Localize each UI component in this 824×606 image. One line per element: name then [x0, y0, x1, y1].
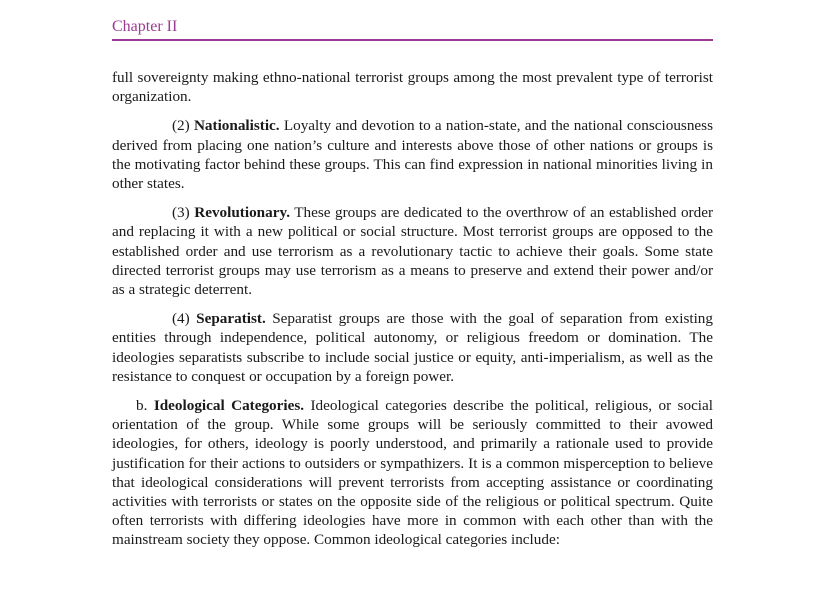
paragraph-revolutionary — [112, 203, 713, 299]
paragraph-term: Ideological Categories. — [153, 397, 305, 415]
paragraph-term: Separatist. — [196, 310, 266, 328]
header-rule — [112, 39, 713, 41]
paragraph-nationalistic — [112, 116, 713, 193]
paragraph-number: (3) — [172, 204, 195, 222]
paragraph-ideological-categories — [112, 396, 713, 550]
paragraph-text: full sovereignty making ethno-national terrorist groups among the most prevalent type of terrorist organization. — [112, 69, 713, 106]
paragraph-text: Ideological categories describe the political, religious, or social orientation of the group. While some groups will be seriously committed to their avowed ideologies, for others, ideology is poorly understood, and primarily a rationale used to provide justification for their actions to outsiders or sympathizers. It is a common misperception to believe that ideological considerations will prevent terrorists from accepting assistance or coordinating activities with terrorists or states on the opposite side of the religious or political spectrum. Quite often terrorists with differing ideologies have more in common with each other than with the mainstream society they oppose. Common ideological categories include: — [112, 397, 713, 549]
paragraph-term: Nationalistic. — [193, 117, 280, 135]
paragraph-term: Revolutionary. — [194, 204, 291, 222]
paragraph-text: Separatist groups are those with the goal of separation from existing entities through independence, political autonomy, or religious freedom or domination. The ideologies separatists subscribe to include social justice or equity, anti-imperialism, as well as the resistance to conquest or occupation by a foreign power. — [112, 310, 713, 385]
paragraph-text: Loyalty and devotion to a nation-state, and the national consciousness derived from placing one nation’s culture and interests above those of other nations or groups is the motivating factor behind these groups. This can find expression in national minorities living in other states. — [112, 117, 713, 193]
body-text — [112, 68, 713, 560]
paragraph-continuation — [112, 68, 713, 106]
paragraph-separatist — [112, 309, 713, 386]
chapter-header: Chapter II — [112, 18, 178, 35]
paragraph-number: (2) — [172, 117, 194, 135]
paragraph-text: These groups are dedicated to the overthrow of an established order and replacing it with a new political or social structure. Most terrorist groups are opposed to the established order and use terrorism as a revolutionary tactic to achieve their goals. Some state directed terrorist groups may use terrorism as a means to preserve and extend their power and/or as a strategic deterrent. — [112, 204, 713, 299]
paragraph-number: (4) — [172, 310, 197, 328]
paragraph-number: b. — [136, 397, 154, 415]
